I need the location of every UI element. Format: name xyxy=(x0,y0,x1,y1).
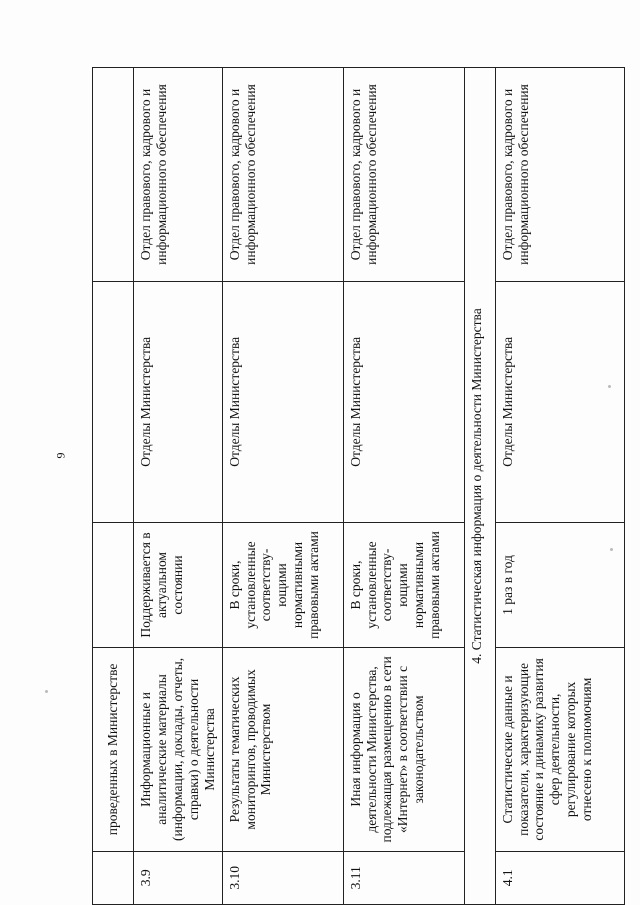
scan-speck xyxy=(45,690,48,693)
section-title: 4. Статистическая информация о деятельности Министерства xyxy=(464,68,495,905)
cell-num xyxy=(93,851,134,904)
scan-speck xyxy=(608,385,611,388)
measures-table xyxy=(92,67,625,905)
cell-name: проведенных в Министерстве xyxy=(93,648,134,851)
table-row xyxy=(495,68,624,905)
cell-name: Иная информация о деятельности Министерства, подлежащая размещению в сети «Интернет» в соответствии с законодательством xyxy=(343,648,464,851)
cell-num: 3.10 xyxy=(222,851,343,904)
cell-period: В сроки, установленные соответству-ющими нормативными правовыми актами xyxy=(343,522,464,648)
cell-responsible-gather xyxy=(93,281,134,522)
scan-speck xyxy=(610,548,613,551)
cell-responsible-gather: Отделы Министерства xyxy=(134,281,223,522)
cell-responsible-publish: Отдел правового, кадрового и информационного обеспечения xyxy=(343,68,464,282)
cell-responsible-publish: Отдел правового, кадрового и информационного обеспечения xyxy=(495,68,624,282)
cell-name: Информационные и аналитические материалы (информации, доклады, отчеты, справки) о деятельности Министерства xyxy=(134,648,223,851)
cell-num: 3.11 xyxy=(343,851,464,904)
cell-period: 1 раз в год xyxy=(495,522,624,648)
cell-name: Статистические данные и показатели, характеризующие состояние и динамику развития сфер деятельности, регулирование которых отнесено к полномочиям xyxy=(495,648,624,851)
document-table-wrapper xyxy=(92,67,640,890)
table-row xyxy=(343,68,464,905)
cell-responsible-publish: Отдел правового, кадрового и информационного обеспечения xyxy=(222,68,343,282)
cell-responsible-publish: Отдел правового, кадрового и информационного обеспечения xyxy=(134,68,223,282)
cell-period: Поддерживается в актуальном состоянии xyxy=(134,522,223,648)
cell-responsible-gather: Отделы Министерства xyxy=(495,281,624,522)
cell-num: 3.9 xyxy=(134,851,223,904)
table-row-continuation xyxy=(93,68,134,905)
cell-responsible-gather: Отделы Министерства xyxy=(222,281,343,522)
cell-responsible-publish xyxy=(93,68,134,282)
table-row xyxy=(134,68,223,905)
page-number: 9 xyxy=(53,452,68,459)
cell-name: Результаты тематических мониторингов, проводимых Министерством xyxy=(222,648,343,851)
cell-num: 4.1 xyxy=(495,851,624,904)
section-header-row xyxy=(464,68,495,905)
cell-responsible-gather: Отделы Министерства xyxy=(343,281,464,522)
cell-period: В сроки, установленные соответству-ющими нормативными правовыми актами xyxy=(222,522,343,648)
table-row xyxy=(222,68,343,905)
document-table-rotated xyxy=(92,67,622,905)
cell-period xyxy=(93,522,134,648)
